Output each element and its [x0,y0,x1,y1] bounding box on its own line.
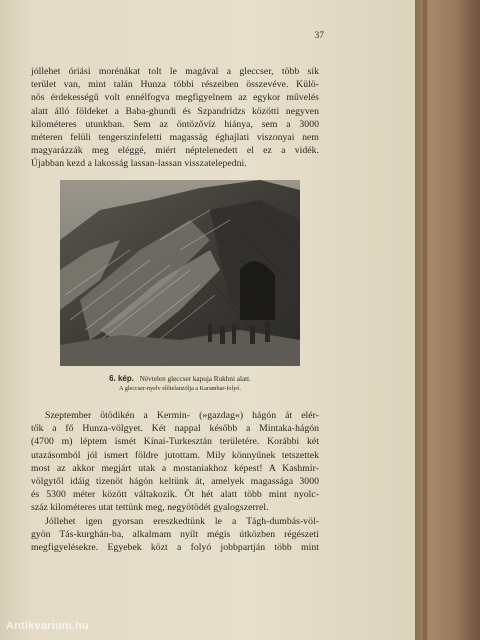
paragraph-line: Jóllehet igen gyorsan ereszkedtünk le a Tágh-dumbás-völ- [45,515,319,527]
paragraph-line: magyarázzák meg eléggé, miért néptelenedett el ez a vidék. [31,145,319,157]
paragraph-line: gyön Tás-kurghán-ba, alkalmam nyílt mégis útközben régészeti [31,528,319,540]
figure-title: Névtelen gleccser kapuja Rukhni alatt. [139,375,251,383]
paragraph-line: (4700 m) léptem ismét Kínai-Turkesztán területére. Korábbi két [31,436,319,448]
paragraph-line: Újabban kezd a lakosság lassan-lassan visszatelepedni. [31,158,247,170]
paragraph-line: tők a fő Hunza-völgyet. Két nappal később a Mintaka-hágón [31,423,319,435]
figure-label: 6. kép. [109,374,134,383]
paragraph-line: nös érdekességű volt ennélfogva megfigyelnem az egykor művelés [31,92,319,104]
page-number: 37 [314,31,324,41]
paragraph-line: völgytől idáig tizenöt hágón keltünk át, amelyek magassága 3000 [31,475,319,487]
paragraph-line: jóllehet óriási morénákat tolt le magával a gleccser, több sík [31,66,319,77]
paragraph-line: most az akkor megjárt utak a mostaniakhoz képest! A Kashmir- [31,462,319,474]
figure-caption [60,374,300,393]
caption-title-line [60,374,300,384]
paragraph-line: méteren felüli tengerszinfeletti magasság éghajlati viszonyai nem [31,131,319,143]
paragraph-2 [31,409,319,554]
paragraph-line: alatt álló földeket a Baba-ghundi és Szpandridzs közötti negyven [31,105,319,117]
glacier-photo [60,180,300,366]
paragraph-line: kilométeres utunkban. Sem az öntözővíz hiánya, sem a 3000 [31,118,319,130]
paragraph-line: utazásomból jól ismert földre jutottam. Mily könnyűnek tetszettek [31,449,319,461]
watermark: Antikvarium.hu [6,620,89,632]
paragraph-line: Szeptember ötödikén a Kermin- (»gazdag«) hágón át elér- [45,410,319,421]
figure-subtitle: A gleccser-nyelv előtelanzólja a Karambar-folyó. [119,385,241,392]
paragraph-line: és 5300 méter között váltakozik. Öt hét alatt több mint nyolc- [31,489,319,501]
book-page-edge [415,0,480,640]
paragraph-line: megfigyelésekre. Egyebek közt a folyó jobbpartján több mint [31,541,319,553]
glacier-photo-illustration [60,180,300,366]
paragraph-line: száz kilométeres utat tettünk meg, negyötödét gyalogszerrel. [31,502,269,514]
paragraph-line: terület van, mint talán Hunza többi részeiben összevéve. Külö- [31,79,319,91]
paragraph-1 [31,65,319,171]
